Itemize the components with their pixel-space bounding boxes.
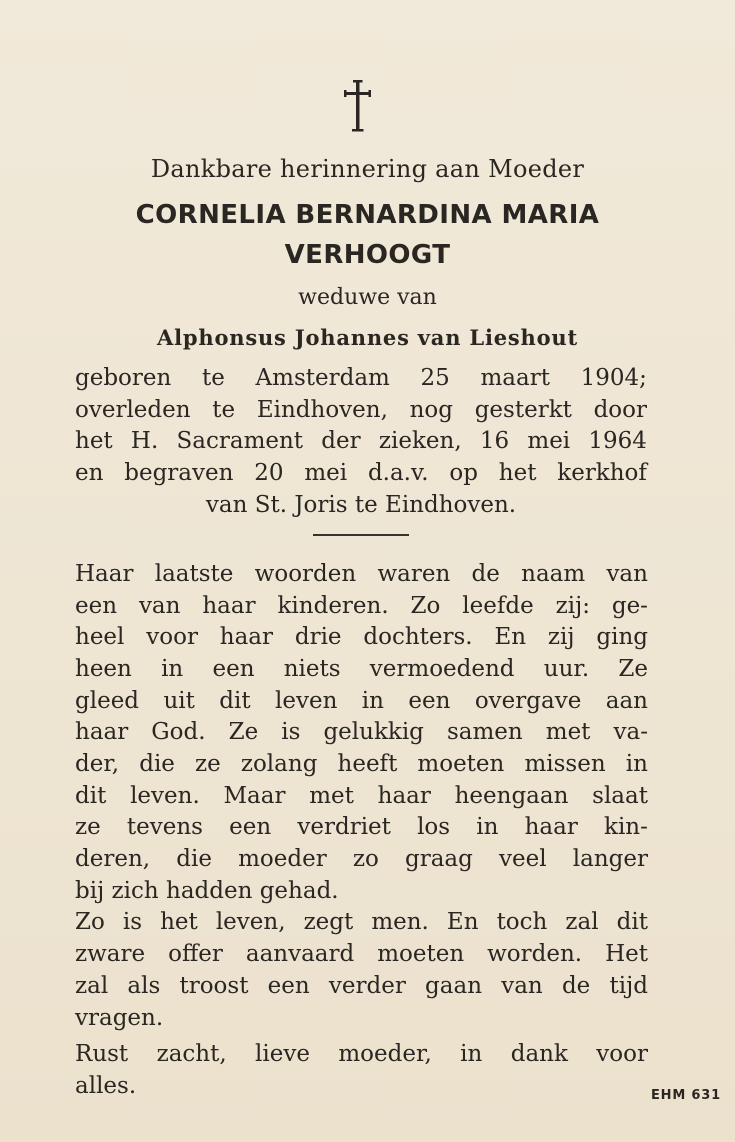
word: toch — [496, 909, 548, 935]
word: moeder — [238, 846, 327, 872]
word: kin- — [604, 814, 648, 840]
word: het — [160, 909, 198, 935]
word: d.a.v. — [367, 460, 429, 486]
word: een — [212, 656, 255, 682]
eulogy-line — [75, 970, 648, 1002]
word: nog — [409, 397, 453, 423]
word: zal — [75, 973, 109, 999]
word: haar — [377, 783, 431, 809]
word: is — [122, 909, 143, 935]
word: in — [361, 688, 384, 714]
word: vermoedend — [369, 656, 515, 682]
word: kerkhof — [557, 460, 647, 486]
word: dank — [510, 1041, 568, 1067]
word: drie — [294, 624, 342, 650]
word: offer — [168, 941, 223, 967]
word: Amsterdam — [255, 365, 390, 391]
word: En — [446, 909, 479, 935]
word: is — [281, 719, 301, 745]
cross-icon — [338, 80, 378, 132]
word: leven, — [215, 909, 286, 935]
word: aan — [605, 688, 648, 714]
word: in — [625, 751, 648, 777]
word: mei — [527, 428, 571, 454]
word: woorden — [254, 561, 357, 587]
word: een — [408, 688, 451, 714]
eulogy-last-line: vragen. — [75, 1005, 164, 1031]
eulogy-line — [75, 748, 648, 780]
eulogy-line — [75, 590, 648, 622]
word: die — [176, 846, 212, 872]
word: met — [545, 719, 591, 745]
word: deren, — [75, 846, 151, 872]
word: missen — [524, 751, 606, 777]
word: 16 — [479, 428, 510, 454]
word: God. — [151, 719, 206, 745]
word: een — [75, 593, 118, 619]
word: voor — [596, 1041, 648, 1067]
word: worden. — [487, 941, 583, 967]
word: een — [229, 814, 272, 840]
word: Ze — [618, 656, 648, 682]
eulogy-line — [75, 685, 648, 717]
word: dochters. — [363, 624, 473, 650]
word: het — [498, 460, 537, 486]
eulogy-line — [75, 843, 648, 875]
word: der — [321, 428, 361, 454]
word: heen — [75, 656, 132, 682]
word: in — [460, 1041, 483, 1067]
word: Rust — [75, 1041, 129, 1067]
word: moeten — [417, 751, 505, 777]
word: 1964 — [588, 428, 647, 454]
word: uit — [163, 688, 195, 714]
eulogy-line — [75, 1038, 648, 1070]
word: zal — [565, 909, 599, 935]
word: dit — [616, 909, 648, 935]
word: uur. — [543, 656, 590, 682]
word: haar — [524, 814, 578, 840]
biography-last-line: van St. Joris te Eindhoven. — [205, 492, 517, 518]
word: en — [75, 460, 104, 486]
word: voor — [146, 624, 198, 650]
eulogy-line — [75, 780, 648, 812]
word: haar — [219, 624, 274, 650]
word: haar — [75, 719, 129, 745]
word: van — [501, 973, 543, 999]
eulogy-line — [75, 811, 648, 843]
word: haar — [202, 593, 256, 619]
word: troost — [179, 973, 249, 999]
word: tevens — [126, 814, 203, 840]
word: met — [309, 783, 354, 809]
word: het — [75, 428, 113, 454]
word: samen — [446, 719, 523, 745]
word: in — [476, 814, 499, 840]
word: verdriet — [297, 814, 391, 840]
word: niets — [283, 656, 341, 682]
word: Zo — [75, 909, 105, 935]
word: geboren — [75, 365, 172, 391]
eulogy-last-line: alles. — [75, 1073, 137, 1099]
word: van — [138, 593, 181, 619]
word: op — [449, 460, 478, 486]
word: En — [494, 624, 527, 650]
eulogy-line — [75, 938, 648, 970]
word: 20 — [254, 460, 284, 486]
word: slaat — [592, 783, 648, 809]
word: ge- — [611, 593, 648, 619]
husband-name: Alphonsus Johannes van Lieshout — [157, 325, 578, 350]
word: van — [606, 561, 648, 587]
word: een — [267, 973, 310, 999]
word: ze — [195, 751, 221, 777]
word: gesterkt — [474, 397, 572, 423]
word: door — [593, 397, 647, 423]
word: zolang — [240, 751, 318, 777]
word: heengaan — [454, 783, 569, 809]
word: Ze — [228, 719, 259, 745]
divider — [313, 534, 409, 536]
word: moeder, — [338, 1041, 432, 1067]
biography-line — [75, 362, 647, 394]
word: langer — [572, 846, 648, 872]
word: in — [161, 656, 184, 682]
word: Eindhoven, — [256, 397, 388, 423]
word: de — [561, 973, 591, 999]
eulogy-line — [75, 906, 648, 938]
dedication-line: Dankbare herinnering aan Moeder — [150, 155, 585, 183]
word: ze — [75, 814, 101, 840]
word: va- — [613, 719, 648, 745]
word: ging — [596, 624, 648, 650]
word: dit — [219, 688, 251, 714]
word: gleed — [75, 688, 140, 714]
word: lieve — [255, 1041, 310, 1067]
word: naam — [521, 561, 586, 587]
word: overgave — [474, 688, 582, 714]
word: waren — [377, 561, 451, 587]
word: leefde — [462, 593, 534, 619]
word: moeten — [377, 941, 465, 967]
word: kinderen. — [277, 593, 389, 619]
word: graag — [404, 846, 473, 872]
word: laatste — [154, 561, 234, 587]
word: gaan — [425, 973, 483, 999]
biography-line — [75, 394, 647, 426]
word: heeft — [337, 751, 398, 777]
word: tijd — [609, 973, 648, 999]
word: zij: — [555, 593, 590, 619]
eulogy-line — [75, 653, 648, 685]
word: zacht, — [156, 1041, 227, 1067]
word: zij — [547, 624, 575, 650]
word: Het — [605, 941, 648, 967]
eulogy-line — [75, 558, 648, 590]
word: der, — [75, 751, 120, 777]
word: zieken, — [378, 428, 462, 454]
word: overleden — [75, 397, 191, 423]
word: los — [417, 814, 451, 840]
word: Sacrament — [176, 428, 304, 454]
word: zo — [352, 846, 379, 872]
word: mei — [304, 460, 348, 486]
word: de — [471, 561, 500, 587]
word: als — [127, 973, 161, 999]
word: H. — [130, 428, 159, 454]
word: aanvaard — [245, 941, 355, 967]
word: zegt — [303, 909, 354, 935]
word: 1904; — [580, 365, 647, 391]
word: Maar — [223, 783, 286, 809]
print-code: EHM 631 — [651, 1088, 721, 1103]
word: Zo — [410, 593, 441, 619]
biography-line — [75, 457, 647, 489]
biography-line — [75, 425, 647, 457]
word: zware — [75, 941, 146, 967]
widow-of-label: weduwe van — [298, 285, 437, 310]
word: leven. — [130, 783, 200, 809]
word: maart — [480, 365, 550, 391]
deceased-name-line-1: CORNELIA BERNARDINA MARIA — [135, 200, 600, 230]
word: Haar — [75, 561, 134, 587]
word: dit — [75, 783, 107, 809]
word: gelukkig — [323, 719, 424, 745]
eulogy-line — [75, 716, 648, 748]
word: veel — [499, 846, 547, 872]
word: leven — [275, 688, 338, 714]
word: heel — [75, 624, 125, 650]
word: 25 — [420, 365, 450, 391]
eulogy-last-line: bij zich hadden gehad. — [75, 878, 339, 904]
word: te — [202, 365, 225, 391]
eulogy-line — [75, 621, 648, 653]
word: begraven — [124, 460, 234, 486]
deceased-surname: VERHOOGT — [284, 240, 451, 270]
word: verder — [328, 973, 406, 999]
word: te — [212, 397, 236, 423]
word: die — [139, 751, 175, 777]
word: men. — [371, 909, 429, 935]
